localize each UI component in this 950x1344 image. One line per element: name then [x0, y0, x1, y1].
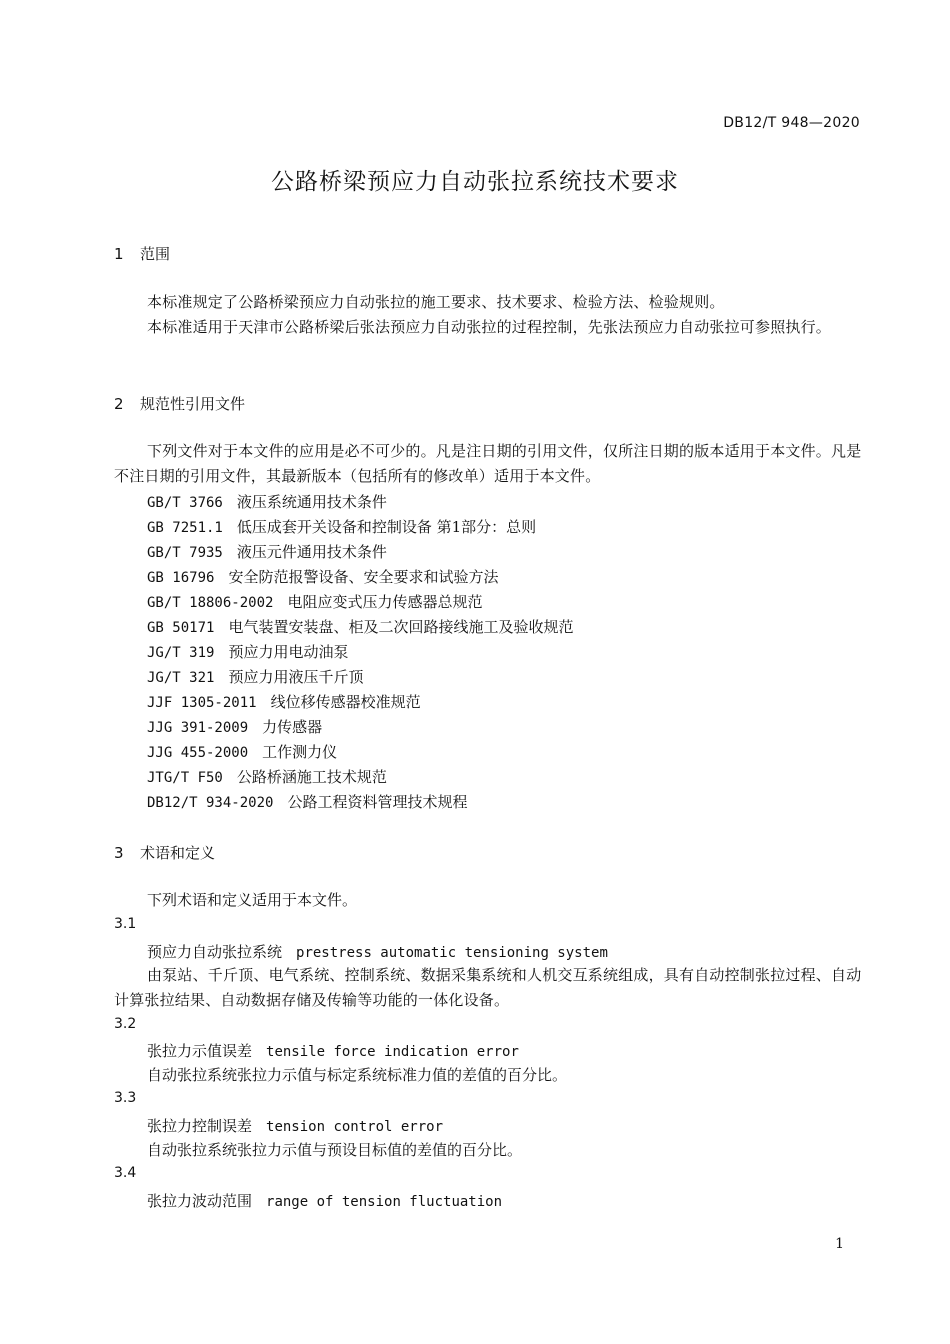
section-number: 2: [114, 395, 124, 413]
reference-title: 线位移传感器校准规范: [270, 693, 421, 711]
reference-title: 安全防范报警设备、安全要求和试验方法: [228, 568, 499, 586]
reference-item: [147, 616, 573, 637]
term-number: 3.3: [114, 1090, 137, 1106]
section-3-heading: [114, 842, 215, 863]
reference-code: JTG/T F50: [147, 770, 223, 786]
reference-item: [147, 641, 348, 662]
paragraph: 本标准适用于天津市公路桥梁后张法预应力自动张拉的过程控制，先张法预应力自动张拉可参照执行。: [147, 318, 832, 336]
term-english: tension control error: [266, 1119, 444, 1135]
term-chinese: 张拉力示值误差: [147, 1042, 253, 1060]
reference-code: GB 50171: [147, 620, 215, 636]
reference-code: JJF 1305-2011: [147, 695, 257, 711]
reference-code: GB/T 7935: [147, 545, 223, 561]
section-2-heading: [114, 393, 245, 414]
reference-title: 工作测力仪: [262, 743, 338, 761]
reference-title: 电气装置安装盘、柜及二次回路接线施工及验收规范: [228, 618, 574, 636]
reference-item: [147, 491, 387, 512]
term-heading: [147, 1115, 443, 1136]
term-chinese: 预应力自动张拉系统: [147, 943, 283, 961]
reference-title: 力传感器: [262, 718, 323, 736]
section-title: 术语和定义: [140, 844, 216, 862]
section-number: 3: [114, 844, 124, 862]
reference-item: [147, 766, 387, 787]
reference-code: JJG 391-2009: [147, 720, 249, 736]
reference-item: [147, 741, 337, 762]
document-number: DB12/T 948—2020: [723, 115, 860, 131]
reference-title: 预应力用液压千斤顶: [228, 668, 364, 686]
reference-title: 电阻应变式压力传感器总规范: [287, 593, 483, 611]
term-english: prestress automatic tensioning system: [296, 945, 608, 961]
reference-item: [147, 591, 482, 612]
paragraph: 下列文件对于本文件的应用是必不可少的。凡是注日期的引用文件，仅所注日期的版本适用于本文件。凡是不注日期的引用文件，其最新版本（包括所有的修改单）适用于本文件。: [114, 442, 862, 485]
term-chinese: 张拉力控制误差: [147, 1117, 253, 1135]
term-chinese: 张拉力波动范围: [147, 1192, 253, 1210]
reference-title: 液压元件通用技术条件: [236, 543, 387, 561]
term-number: 3.2: [114, 1016, 137, 1032]
reference-title: 公路工程资料管理技术规程: [287, 793, 468, 811]
reference-item: [147, 791, 467, 812]
reference-code: JG/T 319: [147, 645, 215, 661]
term-heading: [147, 1040, 519, 1061]
reference-code: GB/T 18806-2002: [147, 595, 274, 611]
reference-code: JJG 455-2000: [147, 745, 249, 761]
reference-item: [147, 566, 498, 587]
page-number: 1: [835, 1236, 844, 1252]
term-number: 3.4: [114, 1165, 137, 1181]
term-number: 3.1: [114, 916, 137, 932]
reference-code: GB 16796: [147, 570, 215, 586]
reference-title: 低压成套开关设备和控制设备 第1部分：总则: [236, 518, 537, 536]
reference-code: GB 7251.1: [147, 520, 223, 536]
reference-code: DB12/T 934-2020: [147, 795, 274, 811]
document-title: 公路桥梁预应力自动张拉系统技术要求: [271, 169, 679, 195]
reference-item: [147, 691, 421, 712]
section-title: 范围: [140, 245, 171, 263]
section-number: 1: [114, 245, 124, 263]
reference-title: 公路桥涵施工技术规范: [236, 768, 387, 786]
reference-title: 预应力用电动油泵: [228, 643, 349, 661]
term-heading: [147, 1190, 502, 1211]
reference-code: GB/T 3766: [147, 495, 223, 511]
reference-title: 液压系统通用技术条件: [236, 493, 387, 511]
reference-item: [147, 516, 536, 537]
paragraph: 本标准规定了公路桥梁预应力自动张拉的施工要求、技术要求、检验方法、检验规则。: [147, 293, 725, 311]
reference-code: JG/T 321: [147, 670, 215, 686]
reference-item: [147, 541, 387, 562]
term-definition: 由泵站、千斤顶、电气系统、控制系统、数据采集系统和人机交互系统组成，具有自动控制张拉过程、自动计算张拉结果、自动数据存储及传输等功能的一体化设备。: [114, 966, 862, 1009]
reference-item: [147, 666, 363, 687]
term-english: range of tension fluctuation: [266, 1194, 503, 1210]
section-title: 规范性引用文件: [140, 395, 246, 413]
reference-item: [147, 716, 322, 737]
term-definition: 自动张拉系统张拉力示值与标定系统标准力值的差值的百分比。: [147, 1066, 568, 1084]
term-definition: 自动张拉系统张拉力示值与预设目标值的差值的百分比。: [147, 1141, 523, 1159]
paragraph: 下列术语和定义适用于本文件。: [147, 891, 358, 909]
section-1-heading: [114, 243, 170, 264]
term-heading: [147, 941, 608, 962]
term-english: tensile force indication error: [266, 1044, 519, 1060]
